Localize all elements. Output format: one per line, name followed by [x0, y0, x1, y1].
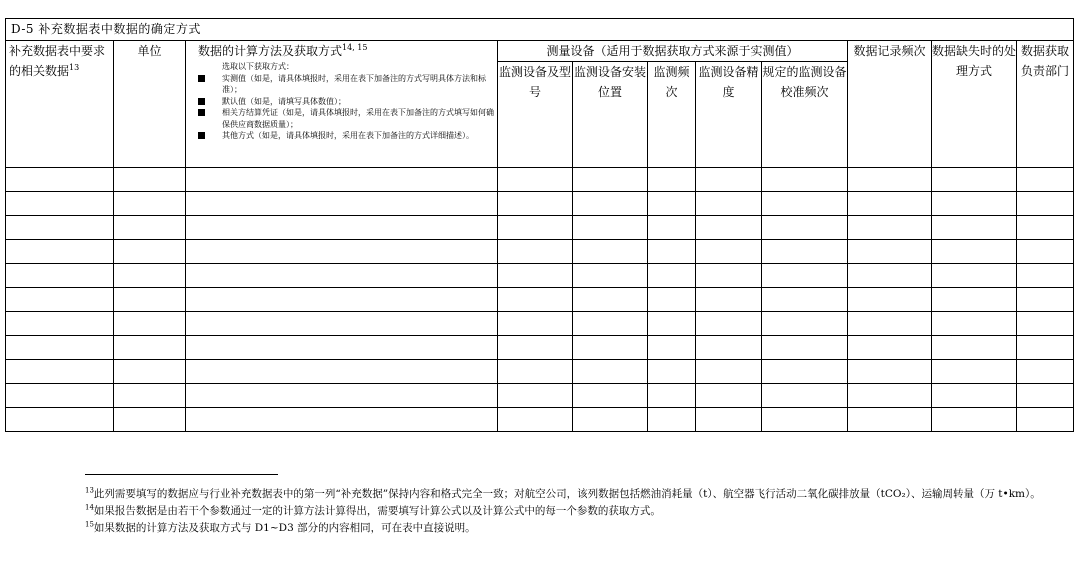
table-row [6, 336, 1074, 360]
cell[interactable] [932, 264, 1017, 288]
header-missing-handling: 数据缺失时的处理方式 [932, 41, 1017, 168]
cell[interactable] [186, 384, 498, 408]
cell[interactable] [114, 288, 186, 312]
cell[interactable] [186, 168, 498, 192]
cell[interactable] [932, 312, 1017, 336]
cell[interactable] [573, 384, 648, 408]
cell[interactable] [6, 312, 114, 336]
table-row [6, 240, 1074, 264]
cell[interactable] [573, 168, 648, 192]
cell[interactable] [6, 336, 114, 360]
cell[interactable] [186, 216, 498, 240]
cell[interactable] [848, 264, 932, 288]
cell[interactable] [1017, 408, 1074, 432]
header-equipment-model: 监测设备及型号 [498, 62, 573, 168]
cell[interactable] [648, 360, 696, 384]
cell[interactable] [6, 360, 114, 384]
cell[interactable] [573, 288, 648, 312]
cell[interactable] [848, 360, 932, 384]
cell[interactable] [6, 384, 114, 408]
cell[interactable] [932, 360, 1017, 384]
square-bullet-icon [198, 98, 205, 105]
header-responsible-dept: 数据获取负责部门 [1017, 41, 1074, 168]
cell[interactable] [114, 240, 186, 264]
cell[interactable] [696, 384, 762, 408]
cell[interactable] [6, 216, 114, 240]
method-options-intro: 选取以下获取方式： [222, 62, 294, 71]
cell[interactable] [848, 168, 932, 192]
table-row [6, 216, 1074, 240]
cell[interactable] [848, 288, 932, 312]
cell[interactable] [186, 192, 498, 216]
cell[interactable] [648, 384, 696, 408]
cell[interactable] [932, 192, 1017, 216]
table-row [6, 408, 1074, 432]
cell[interactable] [696, 264, 762, 288]
cell[interactable] [696, 336, 762, 360]
table-row [6, 288, 1074, 312]
cell[interactable] [498, 264, 573, 288]
cell[interactable] [573, 336, 648, 360]
cell[interactable] [762, 288, 848, 312]
cell[interactable] [114, 192, 186, 216]
method-option-other: 其他方式（如是，请具体填报时，采用在表下加备注的方式详细描述）。 [198, 130, 495, 142]
cell[interactable] [696, 240, 762, 264]
cell[interactable] [696, 216, 762, 240]
cell[interactable] [1017, 312, 1074, 336]
cell[interactable] [932, 216, 1017, 240]
cell[interactable] [696, 288, 762, 312]
cell[interactable] [762, 264, 848, 288]
cell[interactable] [696, 408, 762, 432]
cell[interactable] [648, 192, 696, 216]
cell[interactable] [114, 408, 186, 432]
method-option-default: 默认值（如是，请填写具体数值）； [198, 96, 495, 108]
cell[interactable] [6, 192, 114, 216]
table-body [6, 168, 1074, 432]
cell[interactable] [186, 288, 498, 312]
cell[interactable] [114, 216, 186, 240]
cell[interactable] [762, 408, 848, 432]
cell[interactable] [848, 192, 932, 216]
cell[interactable] [648, 336, 696, 360]
footnote-divider [85, 474, 278, 475]
cell[interactable] [848, 384, 932, 408]
cell[interactable] [762, 360, 848, 384]
cell[interactable] [1017, 288, 1074, 312]
cell[interactable] [573, 312, 648, 336]
header-calibration-frequency: 规定的监测设备校准频次 [762, 62, 848, 168]
cell[interactable] [762, 240, 848, 264]
cell[interactable] [696, 192, 762, 216]
cell[interactable] [573, 240, 648, 264]
cell[interactable] [573, 264, 648, 288]
cell[interactable] [498, 408, 573, 432]
cell[interactable] [762, 384, 848, 408]
cell[interactable] [498, 216, 573, 240]
cell[interactable] [648, 288, 696, 312]
cell[interactable] [1017, 168, 1074, 192]
cell[interactable] [1017, 360, 1074, 384]
cell[interactable] [762, 216, 848, 240]
cell[interactable] [848, 312, 932, 336]
method-option-measured: 实测值（如是，请具体填报时，采用在表下加备注的方式写明具体方法和标准）； [198, 73, 495, 96]
cell[interactable] [1017, 384, 1074, 408]
method-option-settlement: 相关方结算凭证（如是，请具体填报时，采用在表下加备注的方式填写如何确保供应商数据质量）； [198, 107, 495, 130]
header-unit: 单位 [114, 41, 186, 168]
cell[interactable] [6, 240, 114, 264]
cell[interactable] [762, 312, 848, 336]
cell[interactable] [762, 192, 848, 216]
data-determination-table [5, 18, 1074, 432]
cell[interactable] [1017, 240, 1074, 264]
square-bullet-icon [198, 75, 205, 82]
header-method: 数据的计算方法及获取方式$^{14, 15}$ 选取以下获取方式： 实测值（如是，请具体填报时，采用在表下加备注的方式写明具体方法和标准）； 默认值（如是，请填写具体数值）； 相关方结算凭证（如是，请具体填报时，采用在表下加备注的方式填写如何确保供应商数据质量）； 其他方式（如是，请具体填报时，采用在表下加备注的方式详细描述）。 [186, 41, 498, 168]
footnote-15: $^{15}$如果数据的计算方法及获取方式与 D1~D3 部分的内容相同，可在表中直接说明。 [85, 520, 476, 534]
cell[interactable] [648, 240, 696, 264]
cell[interactable] [114, 312, 186, 336]
cell[interactable] [932, 168, 1017, 192]
cell[interactable] [696, 168, 762, 192]
cell[interactable] [498, 192, 573, 216]
table-title: D-5 补充数据表中数据的确定方式 [6, 19, 1074, 41]
cell[interactable] [1017, 216, 1074, 240]
cell[interactable] [648, 408, 696, 432]
cell[interactable] [932, 240, 1017, 264]
cell[interactable] [6, 168, 114, 192]
cell[interactable] [498, 168, 573, 192]
table-row [6, 264, 1074, 288]
cell[interactable] [6, 288, 114, 312]
table-row [6, 312, 1074, 336]
cell[interactable] [848, 408, 932, 432]
cell[interactable] [1017, 192, 1074, 216]
header-monitor-frequency: 监测频次 [648, 62, 696, 168]
cell[interactable] [186, 336, 498, 360]
cell[interactable] [696, 360, 762, 384]
table-row [6, 168, 1074, 192]
cell[interactable] [648, 312, 696, 336]
table-row [6, 360, 1074, 384]
cell[interactable] [848, 216, 932, 240]
footnote-14: $^{14}$如果报告数据是由若干个参数通过一定的计算方法计算得出，需要填写计算公式以及计算公式中的每一个参数的获取方式。 [85, 503, 661, 517]
cell[interactable] [114, 336, 186, 360]
cell[interactable] [498, 384, 573, 408]
cell[interactable] [648, 264, 696, 288]
cell[interactable] [114, 264, 186, 288]
cell[interactable] [848, 336, 932, 360]
cell[interactable] [932, 336, 1017, 360]
cell[interactable] [696, 312, 762, 336]
footnotes [85, 486, 1070, 537]
cell[interactable] [186, 312, 498, 336]
cell[interactable] [498, 336, 573, 360]
header-record-frequency: 数据记录频次 [848, 41, 932, 168]
cell[interactable] [114, 168, 186, 192]
cell[interactable] [114, 384, 186, 408]
cell[interactable] [932, 408, 1017, 432]
square-bullet-icon [198, 109, 205, 116]
cell[interactable] [498, 360, 573, 384]
cell[interactable] [186, 264, 498, 288]
cell[interactable] [762, 168, 848, 192]
cell[interactable] [573, 408, 648, 432]
cell[interactable] [186, 240, 498, 264]
header-equipment-location: 监测设备安装位置 [573, 62, 648, 168]
header-equipment-group: 测量设备（适用于数据获取方式来源于实测值） [498, 41, 848, 62]
cell[interactable] [186, 408, 498, 432]
cell[interactable] [648, 216, 696, 240]
square-bullet-icon [198, 132, 205, 139]
footnote-13: $^{13}$此列需要填写的数据应与行业补充数据表中的第一列“补充数据”保持内容和格式完全一致；对航空公司，该列数据包括燃油消耗量（t）、航空器飞行活动二氧化碳排放量（tCO₂）、运输周转量（万 t•km）。 [85, 486, 1041, 500]
header-data-item: 补充数据表中要求的相关数据$^{13}$ [6, 41, 114, 168]
cell[interactable] [573, 192, 648, 216]
cell[interactable] [498, 288, 573, 312]
cell[interactable] [573, 216, 648, 240]
cell[interactable] [648, 168, 696, 192]
cell[interactable] [114, 360, 186, 384]
cell[interactable] [1017, 264, 1074, 288]
cell[interactable] [498, 240, 573, 264]
table-row [6, 384, 1074, 408]
cell[interactable] [498, 312, 573, 336]
cell[interactable] [932, 384, 1017, 408]
cell[interactable] [6, 264, 114, 288]
cell[interactable] [6, 408, 114, 432]
cell[interactable] [762, 336, 848, 360]
cell[interactable] [848, 240, 932, 264]
method-options-list [198, 61, 495, 142]
cell[interactable] [573, 360, 648, 384]
header-equipment-accuracy: 监测设备精度 [696, 62, 762, 168]
cell[interactable] [186, 360, 498, 384]
cell[interactable] [932, 288, 1017, 312]
cell[interactable] [1017, 336, 1074, 360]
table-row [6, 192, 1074, 216]
